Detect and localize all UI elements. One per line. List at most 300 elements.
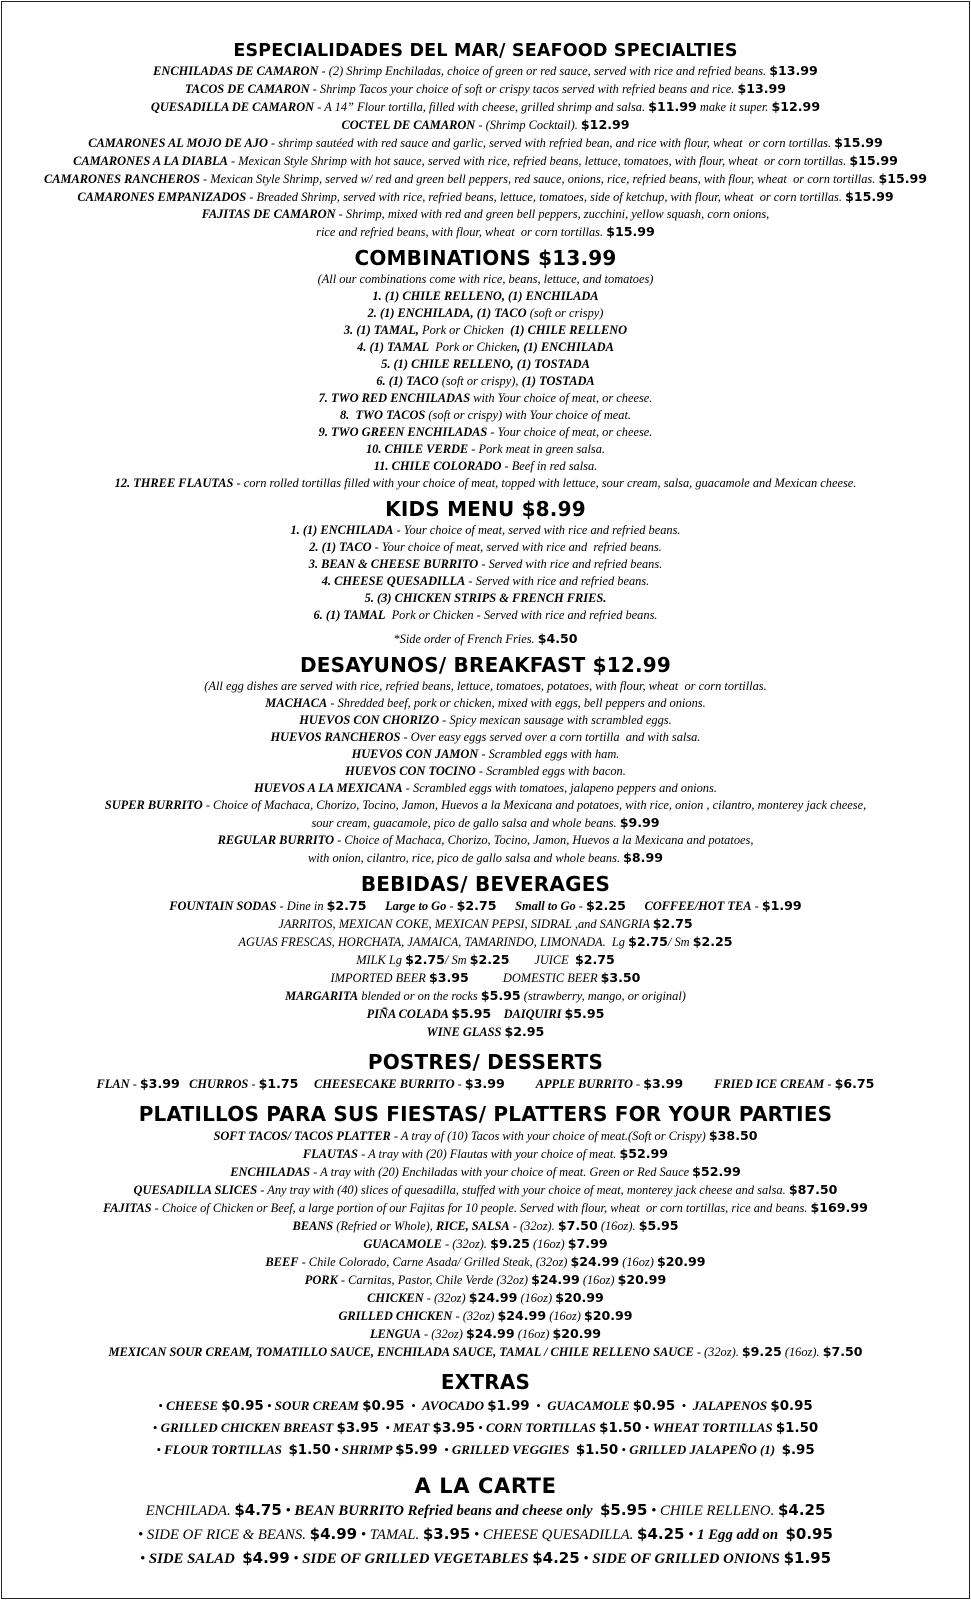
item-price: $11.99 — [648, 99, 697, 114]
menu-line — [2, 780, 969, 797]
item-price: $5.95 — [564, 1006, 605, 1021]
item-name: WINE GLASS — [426, 1025, 505, 1039]
section-lines — [2, 1075, 969, 1093]
menu-line — [2, 1075, 969, 1093]
item-price: $24.99 — [497, 1308, 547, 1323]
item-price: $2.75 — [456, 898, 497, 913]
menu-line — [2, 746, 969, 763]
menu-line — [2, 1253, 969, 1271]
item-price: $5.95 — [480, 988, 521, 1003]
item-name: 5. (3) CHICKEN STRIPS & FRENCH FRIES. — [364, 591, 607, 605]
menu-line — [2, 188, 969, 206]
item-description: - Mexican Style Shrimp with hot sauce, served with rice, refried beans, lettuce, tomatoes, with flour, wheat or corn tortillas. — [227, 154, 850, 168]
section-title-extras: EXTRAS — [440, 1370, 531, 1394]
item-price: $0.95 — [770, 1399, 813, 1414]
item-price: $0.95 — [632, 1399, 676, 1414]
section-title-breakfast: DESAYUNOS/ BREAKFAST $12.99 — [299, 653, 672, 677]
section-lines — [2, 271, 969, 492]
menu-line — [2, 356, 969, 373]
item-name: GRILLED VEGGIES — [451, 1442, 576, 1457]
item-price: $3.95 — [336, 1421, 379, 1436]
section-lines — [2, 1395, 969, 1461]
menu-line — [2, 933, 969, 951]
item-description: - Choice of Machaca, Chorizo, Tocino, Jamon, Huevos a la Mexicana and potatoes, — [334, 833, 754, 847]
menu-line — [2, 441, 969, 458]
item-description: (soft or crispy) — [526, 306, 604, 320]
item-description: JUICE — [509, 953, 575, 967]
item-price: $3.99 — [139, 1076, 180, 1091]
menu-line — [2, 695, 969, 712]
item-name: MEXICAN SOUR CREAM, TOMATILLO SAUCE, ENCHILADA SAUCE, TAMAL / CHILE RELLENO SAUCE — [108, 1345, 694, 1359]
item-price: $1.50 — [599, 1421, 642, 1436]
section-title-beverages: BEBIDAS/ BEVERAGES — [360, 872, 611, 896]
item-name: SOUR CREAM — [274, 1398, 363, 1413]
item-name: 10. CHILE VERDE — [365, 442, 469, 456]
item-description: (16oz) — [619, 1255, 657, 1269]
item-price: $24.99 — [468, 1290, 518, 1305]
item-description — [180, 1077, 189, 1091]
menu-line — [2, 206, 969, 223]
item-description: - — [575, 899, 587, 913]
item-price: $3.99 — [464, 1076, 505, 1091]
item-name: FOUNTAIN SODAS — [169, 899, 277, 913]
item-description: (All egg dishes are served with rice, refried beans, lettuce, tomatoes, potatoes, with flour, wheat or corn tortillas. — [204, 679, 767, 693]
item-description: • — [281, 1503, 295, 1519]
item-description: (16oz) — [546, 1309, 584, 1323]
item-description: • — [158, 1398, 167, 1413]
item-price: $20.99 — [617, 1272, 667, 1287]
item-name: SHRIMP — [341, 1442, 396, 1457]
menu-line — [2, 849, 969, 867]
item-description — [497, 899, 516, 913]
item-description: • — [684, 1527, 698, 1543]
item-description — [505, 1077, 536, 1091]
item-price: $38.50 — [708, 1128, 758, 1143]
item-description: (soft or crispy), — [438, 374, 522, 388]
item-description: - Dine in — [276, 899, 327, 913]
item-name: MARGARITA — [285, 989, 359, 1003]
section-platters — [2, 1102, 969, 1361]
item-description: • — [579, 1551, 593, 1567]
item-description: • — [378, 1420, 394, 1435]
item-description: • — [404, 1398, 423, 1413]
section-lines — [2, 1127, 969, 1361]
menu-line — [2, 1439, 969, 1461]
menu-line — [2, 305, 969, 322]
menu-line — [2, 1005, 969, 1023]
section-combinations — [2, 246, 969, 492]
menu-line — [2, 1235, 969, 1253]
item-name: Small to Go — [515, 899, 576, 913]
item-name: 8. TWO TACOS — [339, 408, 426, 422]
item-description: - Breaded Shrimp, served with rice, refried beans, lettuce, tomatoes, side of ketchup, with flour, wheat or corn tortillas. — [246, 190, 846, 204]
item-price: $1.75 — [258, 1076, 299, 1091]
item-price: $20.99 — [552, 1326, 602, 1341]
menu-line — [2, 522, 969, 539]
item-name: REGULAR BURRITO — [217, 833, 335, 847]
item-price: $2.75 — [405, 952, 445, 967]
menu-line — [2, 1343, 969, 1361]
menu-line — [2, 814, 969, 832]
item-description: (16oz) — [514, 1327, 553, 1341]
item-price: $52.99 — [692, 1164, 741, 1179]
item-description: - Scrambled eggs with tomatoes, jalapeno peppers and onions. — [402, 781, 717, 795]
item-price: $2.25 — [469, 952, 510, 967]
menu-line — [2, 590, 969, 607]
menu-line — [2, 573, 969, 590]
section-a-la-carte — [2, 1473, 969, 1571]
item-name: 2. (1) TACO — [309, 540, 372, 554]
item-price: $4.25 — [532, 1549, 580, 1567]
item-description: • — [330, 1442, 342, 1457]
item-name: CHEESECAKE BURRITO — [313, 1077, 455, 1091]
item-description: / Sm — [444, 953, 470, 967]
item-price: $1.50 — [575, 1443, 619, 1458]
item-price: $5.95 — [599, 1501, 648, 1519]
item-price: $6.75 — [834, 1076, 875, 1091]
menu-line — [2, 458, 969, 475]
menu-line — [2, 987, 969, 1005]
item-name: 4. (1) TAMAL — [357, 340, 430, 354]
item-description: • SIDE OF RICE & BEANS. — [138, 1527, 310, 1543]
menu-line — [2, 1523, 969, 1547]
item-description: - Shrimp, mixed with red and green bell peppers, zucchini, yellow squash, corn onions, — [335, 207, 770, 221]
item-description: • — [675, 1398, 693, 1413]
item-description: Pork or Chicken - Served with rice and refried beans. — [385, 608, 658, 622]
section-seafood — [2, 40, 969, 241]
item-description: • — [263, 1398, 275, 1413]
item-price: $5.99 — [395, 1443, 438, 1458]
item-name: ENCHILADAS DE CAMARON — [153, 64, 319, 78]
item-price: $169.99 — [810, 1200, 868, 1215]
section-lines — [2, 522, 969, 624]
item-name: QUESADILLA SLICES — [133, 1183, 258, 1197]
item-description: - (32oz) — [423, 1291, 469, 1305]
item-description: - Choice of Chicken or Beef, a large portion of our Fajitas for 10 people. Served with flour, wheat or corn tortillas, rice and beans. — [151, 1201, 811, 1215]
item-price: $15.99 — [606, 224, 655, 239]
item-name: 7. TWO RED ENCHILADAS — [318, 391, 471, 405]
item-name: 5. (1) CHILE RELLENO, (1) TOSTADA — [381, 357, 590, 371]
section-lines — [2, 62, 969, 241]
item-description: - corn rolled tortillas filled with your choice of meat, topped with lettuce, sour cream, salsa, guacamole and Mexican cheese. — [233, 476, 857, 490]
item-name: SOFT TACOS/ TACOS PLATTER — [213, 1129, 391, 1143]
item-name: 3. BEAN & CHEESE BURRITO — [308, 557, 479, 571]
item-description: - — [446, 899, 457, 913]
menu-line — [2, 322, 969, 339]
item-name: FLAN — [96, 1077, 130, 1091]
menu-line — [2, 1199, 969, 1217]
menu-line — [2, 80, 969, 98]
item-price: $1.99 — [487, 1399, 530, 1414]
item-price: $9.25 — [490, 1236, 530, 1251]
item-name: PIÑA COLADA — [366, 1007, 452, 1021]
item-description: - A 14” Flour tortilla, filled with cheese, grilled shrimp and salsa. — [314, 100, 649, 114]
item-description: - Served with rice and refried beans. — [465, 574, 650, 588]
item-description: - shrimp sautéed with red sauce and garlic, served with refried bean, and rice with flour, wheat or corn tortillas. — [267, 136, 835, 150]
item-price: $20.99 — [555, 1290, 604, 1305]
item-description — [298, 1077, 314, 1091]
item-price: $2.75 — [326, 898, 367, 913]
item-name: 4. CHEESE QUESADILLA — [321, 574, 466, 588]
item-name: GRILLED CHICKEN BREAST — [160, 1420, 337, 1435]
item-price: $7.50 — [557, 1218, 598, 1233]
item-name: (1) CHILE RELLENO — [510, 323, 628, 337]
item-description: (16oz). — [781, 1345, 823, 1359]
item-price: $24.99 — [531, 1272, 580, 1287]
item-price: $24.99 — [570, 1254, 620, 1269]
item-description: - Your choice of meat, served with rice and refried beans. — [371, 540, 662, 554]
item-description: - Carnitas, Pastor, Chile Verde (32oz) — [337, 1273, 532, 1287]
menu-line — [2, 539, 969, 556]
item-price: $1.50 — [775, 1421, 819, 1436]
item-name: Large to Go — [385, 899, 447, 913]
item-description — [491, 1007, 503, 1021]
item-name: BEAN BURRITO Refried beans and cheese only — [294, 1503, 600, 1519]
menu-line — [2, 1289, 969, 1307]
item-name: MEAT — [393, 1420, 433, 1435]
menu-line — [2, 1547, 969, 1571]
item-name: 1. (1) ENCHILADA — [290, 523, 394, 537]
menu-line — [2, 951, 969, 969]
item-name: MACHACA — [265, 696, 328, 710]
kids-note — [2, 630, 969, 648]
section-title-platters: PLATILLOS PARA SUS FIESTAS/ PLATTERS FOR YOUR PARTIES — [138, 1102, 833, 1126]
item-description: • — [139, 1551, 149, 1567]
item-price: $4.99 — [309, 1525, 358, 1543]
item-name: , (1) ENCHILADA — [517, 340, 614, 354]
item-description: - Pork meat in green salsa. — [468, 442, 606, 456]
item-description: (16oz). — [597, 1219, 639, 1233]
item-name: TACOS DE CAMARON — [184, 82, 310, 96]
item-name: QUESADILLA DE CAMARON — [150, 100, 315, 114]
item-price: $2.25 — [586, 898, 626, 913]
item-name: HUEVOS CON CHORIZO — [299, 713, 440, 727]
menu-line — [2, 373, 969, 390]
item-name: GUACAMOLE — [547, 1398, 633, 1413]
item-name: COFFEE/HOT TEA — [644, 899, 752, 913]
item-description: ENCHILADA. — [145, 1503, 235, 1519]
item-price: $15.99 — [849, 153, 898, 168]
section-kids-menu — [2, 497, 969, 648]
item-description: - (Shrimp Cocktail). — [475, 118, 581, 132]
item-price: $1.50 — [288, 1443, 331, 1458]
item-name: DAIQUIRI — [503, 1007, 565, 1021]
item-name: SIDE OF GRILLED VEGETABLES — [302, 1551, 533, 1567]
menu-line — [2, 832, 969, 849]
item-name: LENGUA — [369, 1327, 421, 1341]
item-description — [366, 899, 385, 913]
item-price: $3.99 — [643, 1076, 684, 1091]
item-price: $20.99 — [583, 1308, 633, 1323]
item-price: $1.95 — [783, 1549, 832, 1567]
item-price: $7.50 — [822, 1344, 863, 1359]
item-price: $0.95 — [362, 1399, 405, 1414]
item-name: FLAUTAS — [302, 1147, 359, 1161]
item-description: - Scrambled eggs with ham. — [478, 747, 620, 761]
item-description: - — [454, 1077, 465, 1091]
section-title-kids-menu: KIDS MENU $8.99 — [385, 497, 586, 521]
item-description: DOMESTIC BEER — [468, 971, 601, 985]
item-price: $12.99 — [580, 117, 630, 132]
item-description: • — [529, 1398, 548, 1413]
item-name: RICE, SALSA — [435, 1219, 510, 1233]
item-name: CHURROS — [189, 1077, 249, 1091]
menu-line — [2, 1217, 969, 1235]
item-price: $3.50 — [600, 970, 641, 985]
item-price: $.95 — [781, 1443, 815, 1458]
menu-line — [2, 1325, 969, 1343]
item-description: - (32oz). — [441, 1237, 491, 1251]
item-price: $13.99 — [769, 63, 818, 78]
item-description: • TAMAL. — [357, 1527, 423, 1543]
menu-line — [2, 607, 969, 624]
item-description: - (32oz) — [452, 1309, 498, 1323]
menu-line — [2, 897, 969, 915]
item-description: - Choice of Machaca, Chorizo, Tocino, Jamon, Huevos a la Mexicana and potatoes, with rice, onion , cilantro, monterey jack cheese, — [202, 798, 867, 812]
item-name: BEANS — [292, 1219, 334, 1233]
item-description: (16oz) — [517, 1291, 556, 1305]
menu-line — [2, 152, 969, 170]
menu-line — [2, 1163, 969, 1181]
item-price: $9.99 — [619, 815, 660, 830]
menu-line — [2, 1023, 969, 1041]
item-name: 1. (1) CHILE RELLENO, (1) ENCHILADA — [372, 289, 599, 303]
item-description: - Over easy eggs served over a corn tortilla and with salsa. — [400, 730, 701, 744]
item-description: • — [641, 1420, 653, 1435]
item-description: • — [289, 1551, 303, 1567]
menu-line — [2, 223, 969, 241]
item-description: (Refried or Whole), — [333, 1219, 436, 1233]
item-price: $2.95 — [504, 1024, 545, 1039]
item-name: APPLE BURRITO — [535, 1077, 633, 1091]
menu-line — [2, 678, 969, 695]
item-name: 6. (1) TACO — [376, 374, 439, 388]
item-name: CAMARONES AL MOJO DE AJO — [88, 136, 268, 150]
item-description: - (32oz) — [420, 1327, 466, 1341]
item-description: - Beef in red salsa. — [501, 459, 598, 473]
item-description: (soft or crispy) with Your choice of meat. — [425, 408, 632, 422]
item-description — [683, 1077, 714, 1091]
menu-line — [2, 62, 969, 80]
item-description: rice and refried beans, with flour, wheat or corn tortillas. — [316, 225, 607, 239]
item-price: $2.25 — [692, 934, 733, 949]
item-price: $4.25 — [777, 1501, 826, 1519]
item-description: with Your choice of meat, or cheese. — [470, 391, 653, 405]
item-name: JALAPENOS — [692, 1398, 771, 1413]
section-extras — [2, 1370, 969, 1461]
item-price: $2.75 — [652, 916, 693, 931]
item-price: $4.99 — [242, 1549, 290, 1567]
menu-line — [2, 763, 969, 780]
item-price: $15.99 — [878, 171, 928, 186]
item-description: IMPORTED BEER — [330, 971, 429, 985]
item-name: CORN TORTILLAS — [485, 1420, 600, 1435]
item-description: - Your choice of meat, served with rice and refried beans. — [393, 523, 681, 537]
menu-line — [2, 1127, 969, 1145]
item-description: blended or on the rocks — [358, 989, 481, 1003]
item-description: • — [437, 1442, 452, 1457]
section-breakfast — [2, 653, 969, 867]
item-name: CAMARONES A LA DIABLA — [73, 154, 228, 168]
item-name: HUEVOS CON JAMON — [351, 747, 479, 761]
item-price: $0.95 — [785, 1525, 833, 1543]
menu-line — [2, 1499, 969, 1523]
menu-line — [2, 556, 969, 573]
item-price: $20.99 — [656, 1254, 706, 1269]
item-description: *Side order of French Fries. — [393, 632, 538, 646]
menu-line — [2, 98, 969, 116]
menu-line — [2, 1271, 969, 1289]
item-name: CHICKEN — [367, 1291, 424, 1305]
item-name: GRILLED CHICKEN — [338, 1309, 453, 1323]
menu-line — [2, 1395, 969, 1417]
menu-line — [2, 475, 969, 492]
item-name: 6. (1) TAMAL — [313, 608, 386, 622]
item-description: - Any tray with (40) slices of quesadilla, stuffed with your choice of meat, monterey jack cheese and salsa. — [257, 1183, 789, 1197]
item-price: $4.75 — [234, 1501, 282, 1519]
item-description: - Spicy mexican sausage with scrambled eggs. — [439, 713, 672, 727]
menu-line — [2, 712, 969, 729]
section-title-seafood: ESPECIALIDADES DEL MAR/ SEAFOOD SPECIALTIES — [233, 41, 738, 61]
menu-line — [2, 271, 969, 288]
section-beverages — [2, 872, 969, 1041]
item-price: $7.99 — [567, 1236, 608, 1251]
item-name: PORK — [304, 1273, 338, 1287]
item-description: - Chile Colorado, Carne Asada/ Grilled Steak, (32oz) — [298, 1255, 571, 1269]
item-description: AGUAS FRESCAS, HORCHATA, JAMAICA, TAMARINDO, LIMONADA. Lg — [238, 935, 629, 949]
item-price: $12.99 — [771, 99, 821, 114]
item-description: • — [152, 1420, 161, 1435]
item-name: CAMARONES EMPANIZADOS — [77, 190, 247, 204]
item-name: WHEAT TORTILLAS — [652, 1420, 776, 1435]
item-description: • — [156, 1442, 165, 1457]
menu-line — [2, 134, 969, 152]
menu-page — [1, 1, 970, 1599]
menu-line — [2, 288, 969, 305]
item-price: $0.95 — [221, 1399, 264, 1414]
item-description: - — [248, 1077, 259, 1091]
item-name: SIDE OF GRILLED ONIONS — [592, 1551, 784, 1567]
item-description: (All our combinations come with rice, beans, lettuce, and tomatoes) — [317, 272, 654, 286]
item-description: - — [824, 1077, 835, 1091]
item-name: GRILLED JALAPEÑO (1) — [629, 1442, 782, 1457]
item-description: with onion, cilantro, rice, pico de gallo salsa and whole beans. — [308, 851, 624, 865]
item-description: - Served with rice and refried beans. — [478, 557, 663, 571]
item-description: • — [618, 1442, 630, 1457]
item-name: SUPER BURRITO — [104, 798, 203, 812]
item-name: FAJITAS DE CAMARON — [201, 207, 336, 221]
section-lines — [2, 1499, 969, 1571]
item-name: AVOCADO — [422, 1398, 488, 1413]
item-description: make it super. — [696, 100, 772, 114]
item-description: - Mexican Style Shrimp, served w/ red and green bell peppers, red sauce, onions, rice, refried beans, with flour, wheat or corn tortillas. — [199, 172, 879, 186]
item-price: $2.75 — [628, 934, 668, 949]
item-price: $3.95 — [422, 1525, 471, 1543]
item-description: - — [632, 1077, 644, 1091]
item-name: FRIED ICE CREAM — [714, 1077, 825, 1091]
item-description: / Sm — [667, 935, 693, 949]
item-description: - (2) Shrimp Enchiladas, choice of green or red sauce, served with rice and refried beans. — [318, 64, 770, 78]
item-price: $13.99 — [737, 81, 787, 96]
menu-line — [2, 969, 969, 987]
item-name: 1 Egg add on — [697, 1527, 786, 1543]
item-price: $3.95 — [428, 970, 469, 985]
item-price: $5.95 — [451, 1006, 492, 1021]
item-description: - A tray with (20) Enchiladas with your choice of meat. Green or Red Sauce — [310, 1165, 693, 1179]
item-description: - — [129, 1077, 140, 1091]
section-title-desserts: POSTRES/ DESSERTS — [367, 1050, 604, 1074]
item-description — [626, 899, 645, 913]
